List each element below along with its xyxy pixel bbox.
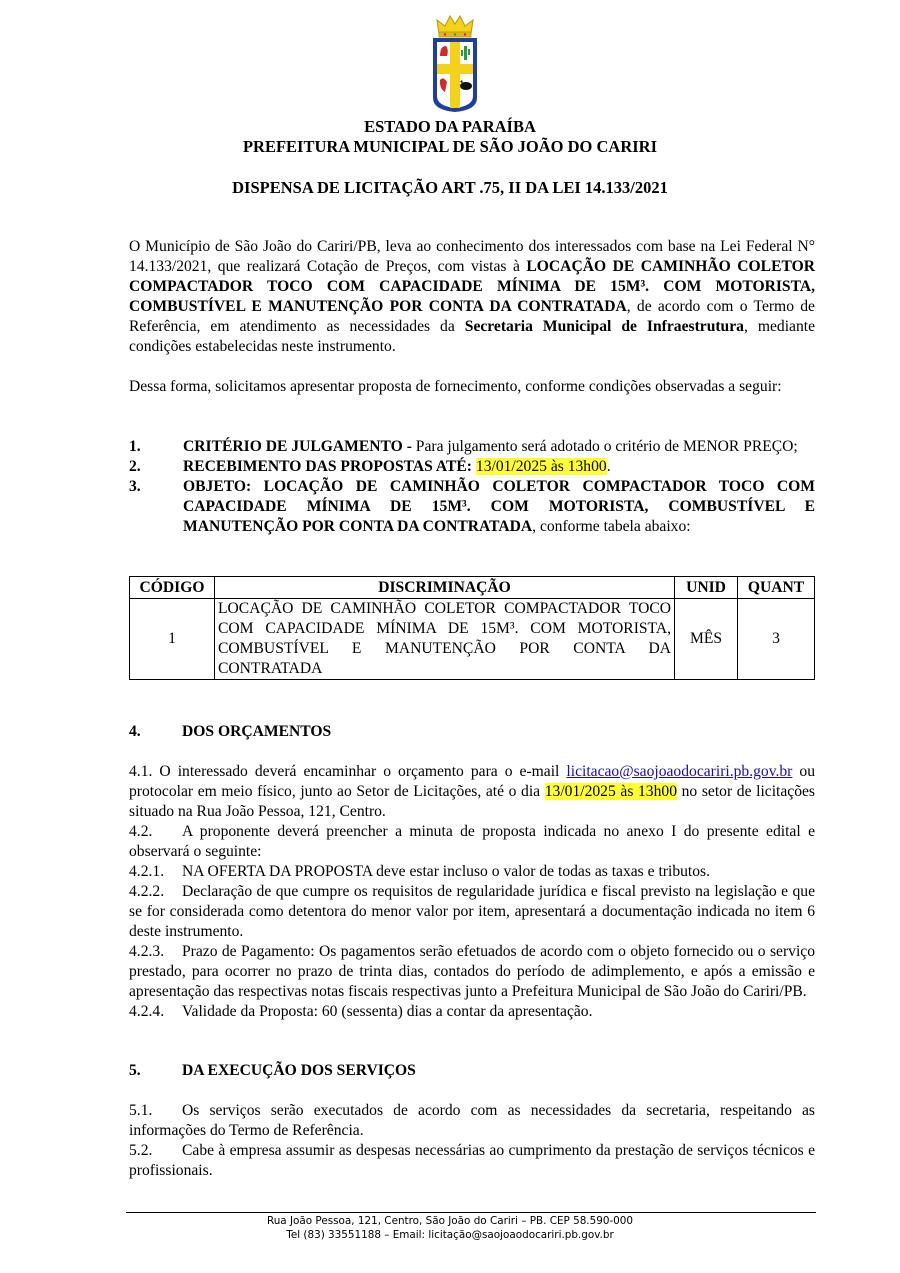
cell-codigo: 1	[130, 599, 215, 680]
email-link[interactable]: licitacao@saojoaodocariri.pb.gov.br	[566, 763, 793, 780]
intro-text-3: , mediante condições estabelecidas neste instrumento.	[129, 318, 816, 355]
intro-object-bold: LOCAÇÃO DE CAMINHÃO COLETOR COMPACTADOR TOCO COM CAPACIDADE MÍNIMA DE 15M³. COM MOTORISTA, COMBUSTÍVEL E MANUTENÇÃO POR CONTA DA CONTRATADA	[129, 258, 815, 315]
footer-divider	[126, 1212, 816, 1213]
item-number: 2.	[129, 458, 141, 475]
list-item	[129, 457, 815, 477]
prefeitura-heading: PREFEITURA MUNICIPAL DE SÃO JOÃO DO CARIRI	[242, 137, 658, 156]
paragraph-4-2-1: 4.2.1. NA OFERTA DA PROPOSTA deve estar incluso o valor de todas as taxas e tributos.	[129, 863, 711, 880]
item-text: OBJETO: LOCAÇÃO DE CAMINHÃO COLETOR COMPACTADOR TOCO COM CAPACIDADE MÍNIMA DE 15M³. COM MOTORISTA, COMBUSTÍVEL E MANUTENÇÃO POR CONTA DA CONTRATADA, conforme tabela abaixo:	[183, 478, 815, 535]
item-text: RECEBIMENTO DAS PROPOSTAS ATÉ: 13/01/2025 às 13h00.	[183, 458, 611, 475]
crown-icon	[437, 16, 473, 37]
intro-paragraph	[129, 237, 815, 357]
list-item	[129, 477, 815, 537]
paragraph-4-2-2: 4.2.2. Declaração de que cumpre os requisitos de regularidade jurídica e fiscal previsto na legislação e que se for considerada como detentora do menor valor por item, apresentará a documentação indicada no item 6 deste instrumento.	[129, 883, 815, 940]
col-header-discriminacao: DISCRIMINAÇÃO	[215, 577, 675, 599]
table-row	[130, 599, 815, 680]
section-5-body	[129, 1101, 815, 1181]
state-heading: ESTADO DA PARAÍBA	[364, 117, 536, 136]
footer-contact: Tel (83) 33551188 – Email: licitação@saojoaodocariri.pb.gov.br	[286, 1229, 614, 1241]
footer-address: Rua João Pessoa, 121, Centro, São João do Cariri – PB. CEP 58.590-000	[266, 1215, 634, 1227]
item-text: CRITÉRIO DE JULGAMENTO - Para julgamento será adotado o critério de MENOR PREÇO;	[183, 438, 798, 455]
paragraph-4-2: 4.2. A proponente deverá preencher a minuta de proposta indicada no anexo I do presente edital e observará o seguinte:	[129, 823, 815, 860]
intro-text-1: O Município de São João do Cariri/PB, leva ao conhecimento dos interessados com base na Lei Federal N° 14.133/2021, que realizará Cotação de Preços, com vistas à	[129, 238, 815, 275]
intro-secretaria-bold: Secretaria Municipal de Infraestrutura	[464, 318, 744, 335]
cell-discriminacao: LOCAÇÃO DE CAMINHÃO COLETOR COMPACTADOR TOCO COM CAPACIDADE MÍNIMA DE 15M³. COM MOTORISTA, COMBUSTÍVEL E MANUTENÇÃO POR CONTA DA CONTRATADA	[215, 599, 675, 680]
section-4-body	[129, 762, 815, 1022]
municipal-crest-logo	[429, 12, 481, 114]
shield-icon	[433, 38, 477, 112]
section-4-heading: 4. DOS ORÇAMENTOS	[129, 723, 332, 740]
table-header-row	[130, 577, 815, 599]
col-header-quant: QUANT	[738, 577, 815, 599]
item-number: 3.	[129, 478, 141, 495]
item-number: 1.	[129, 438, 141, 455]
intro-text-2: , de acordo com o Termo de Referência, em atendimento as necessidades da	[129, 298, 815, 335]
paragraph-5-1: 5.1. Os serviços serão executados de acordo com as necessidades da secretaria, respeitando as informações do Termo de Referência.	[129, 1102, 815, 1139]
highlighted-date: 13/01/2025 às 13h00	[475, 458, 607, 475]
paragraph-4-1: 4.1. O interessado deverá encaminhar o orçamento para o e-mail licitacao@saojoaodocariri.pb.gov.br ou protocolar em meio físico, junto ao Setor de Licitações, até o dia 13/01/2025 às 13h00 no setor de licitações situado na Rua João Pessoa, 121, Centro.	[129, 763, 815, 820]
cell-unid: MÊS	[675, 599, 738, 680]
col-header-unid: UNID	[675, 577, 738, 599]
paragraph-4-2-3: 4.2.3. Prazo de Pagamento: Os pagamentos serão efetuados de acordo com o objeto fornecido ou o serviço prestado, para ocorrer no prazo de trinta dias, contados do período de adimplemento, e após a emissão e apresentação das respectivas notas fiscais respectivas junto a Prefeitura Municipal de São João do Cariri/PB.	[129, 943, 815, 1000]
list-item	[129, 437, 815, 457]
paragraph-5-2: 5.2. Cabe à empresa assumir as despesas necessárias ao cumprimento da prestação de serviços técnicos e profissionais.	[129, 1142, 815, 1179]
document-title: DISPENSA DE LICITAÇÃO ART .75, II DA LEI 14.133/2021	[232, 178, 668, 197]
request-paragraph: Dessa forma, solicitamos apresentar proposta de fornecimento, conforme condições observadas a seguir:	[129, 378, 782, 395]
paragraph-4-2-4: 4.2.4. Validade da Proposta: 60 (sessenta) dias a contar da apresentação.	[129, 1003, 593, 1020]
items-table	[129, 576, 815, 680]
col-header-codigo: CÓDIGO	[130, 577, 215, 599]
section-5-heading: 5. DA EXECUÇÃO DOS SERVIÇOS	[129, 1062, 416, 1079]
highlighted-date: 13/01/2025 às 13h00	[544, 783, 677, 800]
cell-quant: 3	[738, 599, 815, 680]
numbered-items	[129, 437, 815, 537]
